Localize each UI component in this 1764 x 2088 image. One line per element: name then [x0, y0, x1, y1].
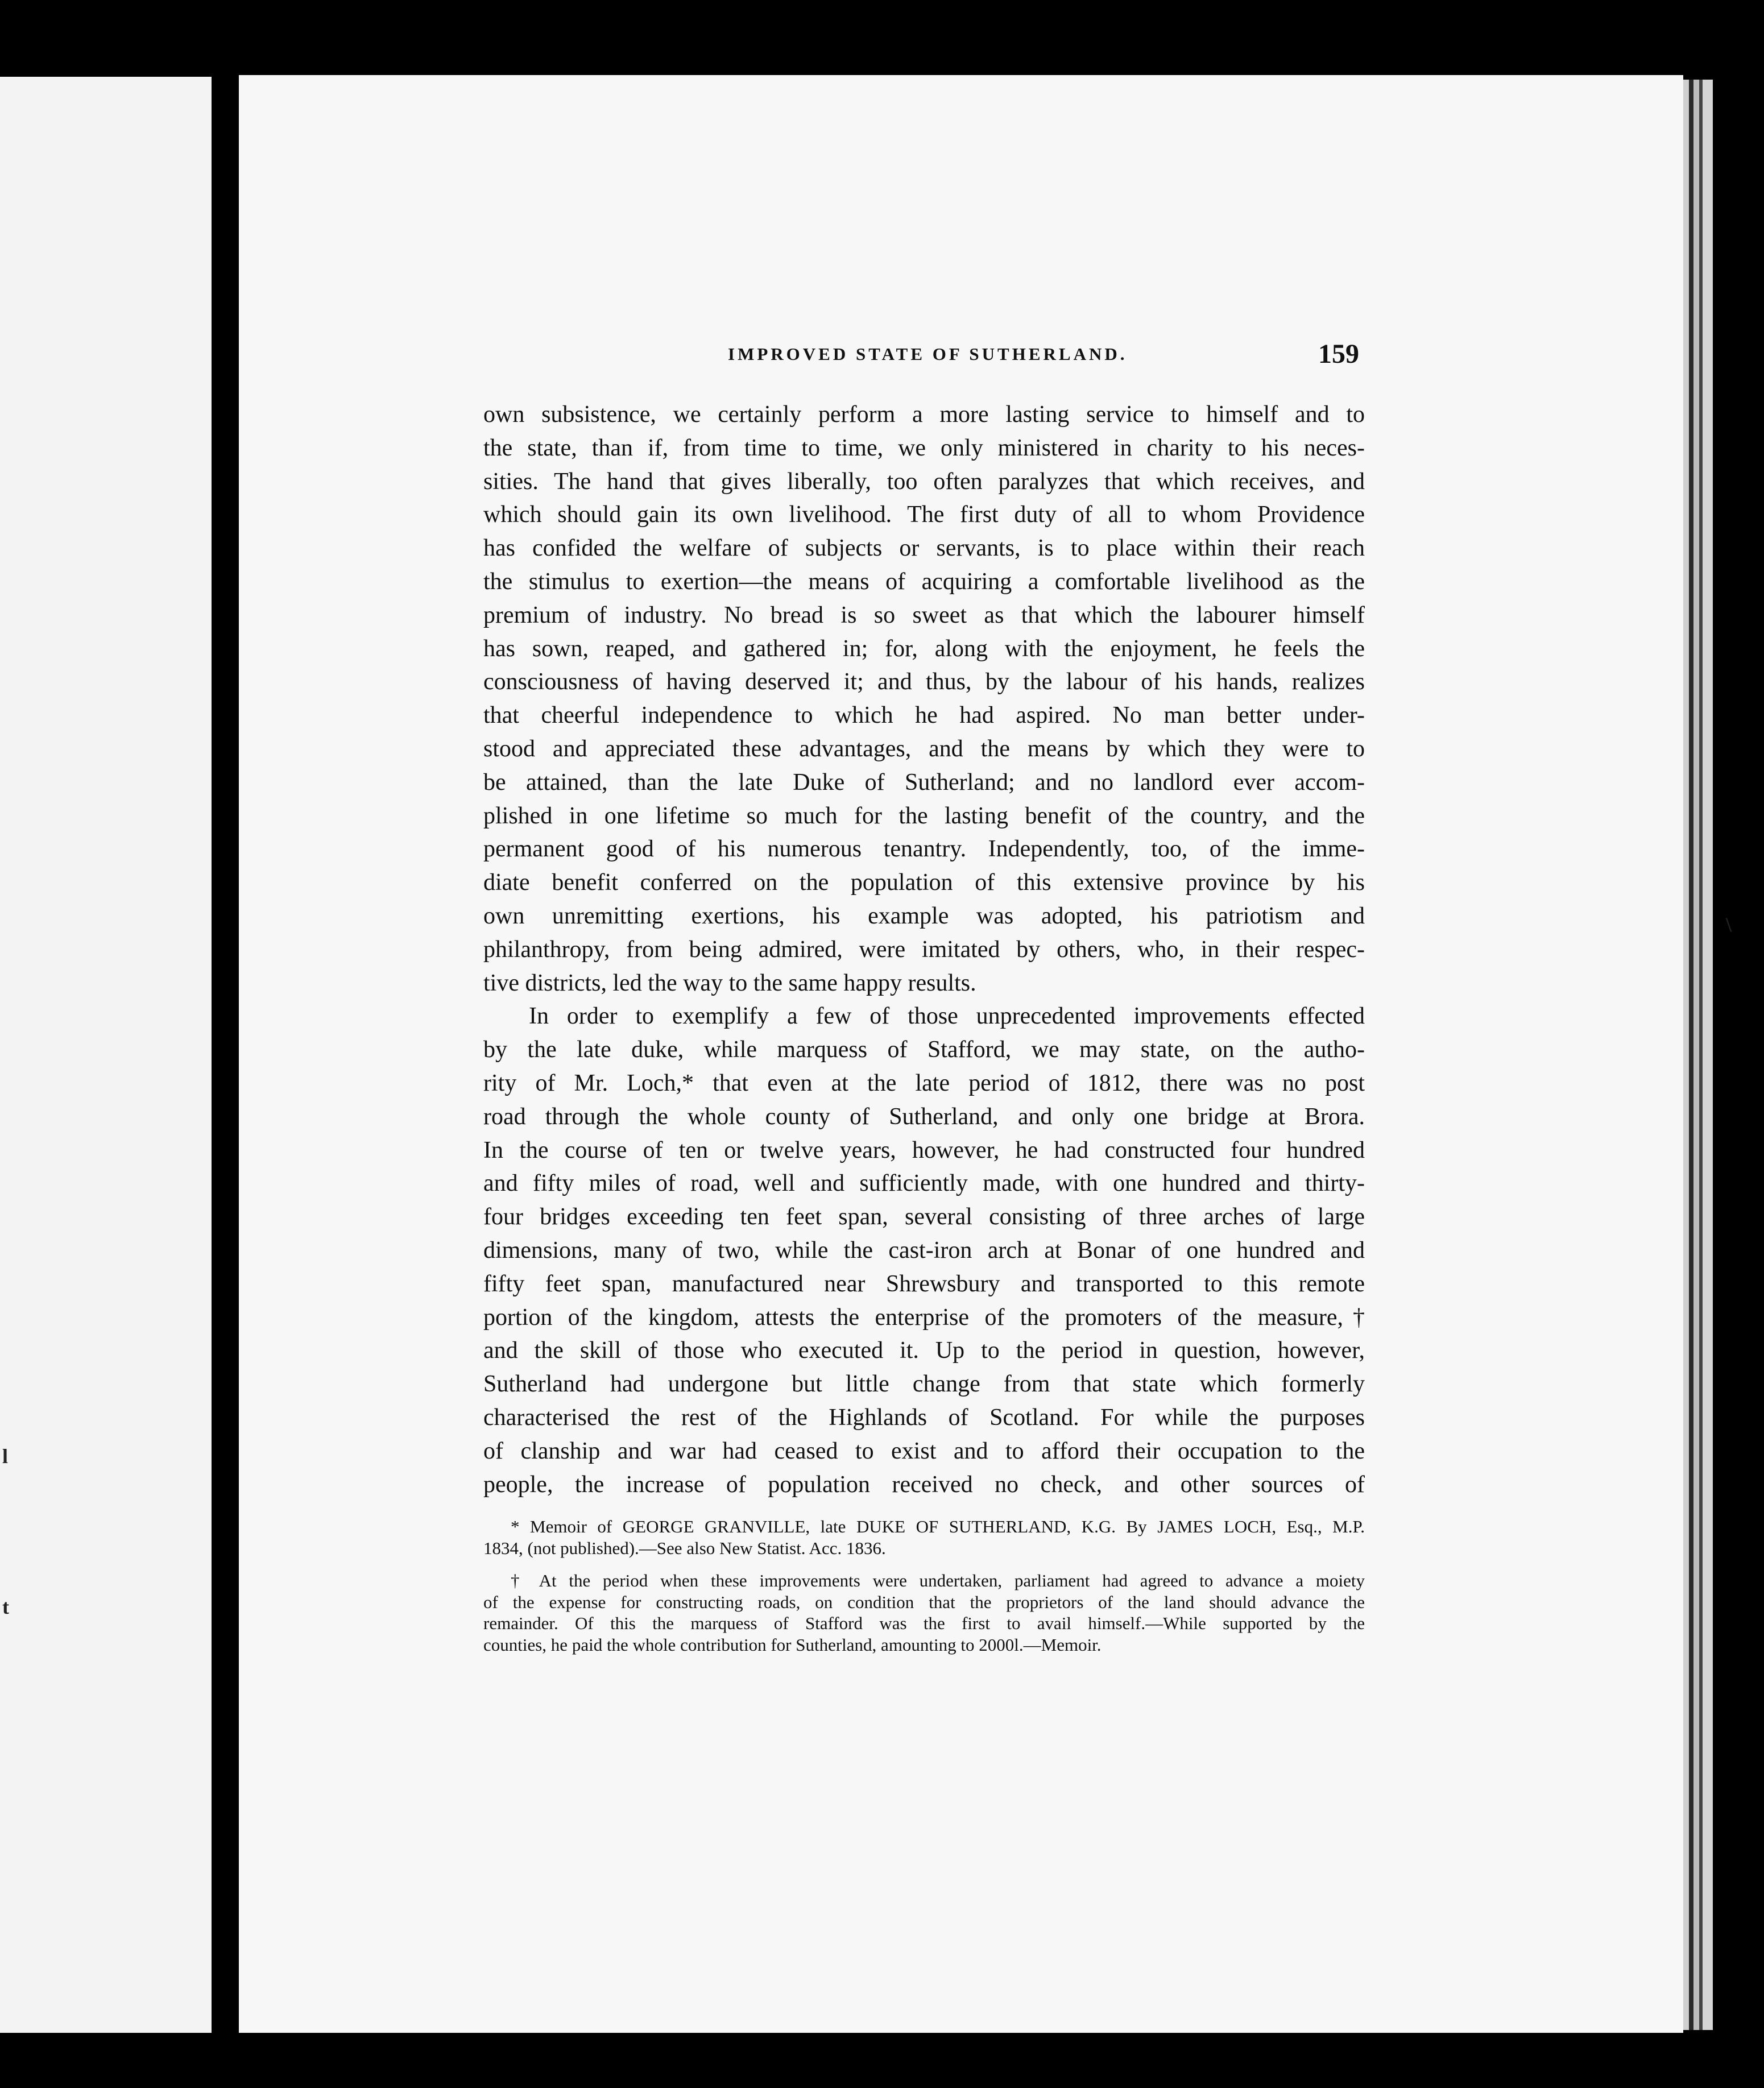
- footnote-line: remainder. Of this the marquess of Stafford was the first to avail himself.—While supported by the: [483, 1613, 1365, 1633]
- text-line: the stimulus to exertion—the means of acquiring a comfortable livelihood as the: [483, 568, 1365, 595]
- page-number: 159: [1318, 339, 1359, 369]
- footnote-line: † At the period when these improvements were undertaken, parliament had agreed to advance a moiety: [511, 1571, 1365, 1590]
- text-line: permanent good of his numerous tenantry. Independently, too, of the imme-: [483, 836, 1365, 863]
- text-line: Sutherland had undergone but little change from that state which formerly: [483, 1371, 1365, 1398]
- text-line: philanthropy, from being admired, were imitated by others, who, in their respec-: [483, 936, 1365, 963]
- text-line: and the skill of those who executed it. Up to the period in question, however,: [483, 1337, 1365, 1364]
- facing-page: [0, 77, 212, 2033]
- running-head: IMPROVED STATE OF SUTHERLAND.: [728, 344, 1128, 364]
- text-line: be attained, than the late Duke of Sutherland; and no landlord ever accom-: [483, 769, 1365, 796]
- text-line: characterised the rest of the Highlands of Scotland. For while the purposes: [483, 1404, 1365, 1431]
- text-line: own subsistence, we certainly perform a more lasting service to himself and to: [483, 401, 1365, 428]
- text-line: four bridges exceeding ten feet span, several consisting of three arches of large: [483, 1204, 1365, 1231]
- text-line: In the course of ten or twelve years, however, he had constructed four hundred: [483, 1137, 1365, 1163]
- text-line: consciousness of having deserved it; and thus, by the labour of his hands, realizes: [483, 669, 1365, 695]
- footnote-line: 1834, (not published).—See also New Statist. Acc. 1836.: [483, 1538, 886, 1558]
- text-line: rity of Mr. Loch,* that even at the late period of 1812, there was no post: [483, 1070, 1365, 1096]
- text-line: and fifty miles of road, well and sufficiently made, with one hundred and thirty-: [483, 1170, 1365, 1197]
- text-line: that cheerful independence to which he had aspired. No man better under-: [483, 702, 1365, 729]
- text-line: In order to exemplify a few of those unprecedented improvements effected: [529, 1003, 1365, 1030]
- text-line: diate benefit conferred on the population of this extensive province by his: [483, 869, 1365, 896]
- margin-mark: \: [1726, 913, 1732, 936]
- text-line: has sown, reaped, and gathered in; for, along with the enjoyment, he feels the: [483, 635, 1365, 662]
- text-line: people, the increase of population received no check, and other sources of: [483, 1471, 1365, 1498]
- text-line: the state, than if, from time to time, we only ministered in charity to his neces-: [483, 434, 1365, 461]
- text-line: has confided the welfare of subjects or servants, is to place within their reach: [483, 535, 1365, 562]
- text-line: sities. The hand that gives liberally, too often paralyzes that which receives, and: [483, 468, 1365, 495]
- text-line: own unremitting exertions, his example was adopted, his patriotism and: [483, 902, 1365, 929]
- text-line: which should gain its own livelihood. The first duty of all to whom Providence: [483, 502, 1365, 528]
- text-line: tive districts, led the way to the same happy results.: [483, 970, 976, 996]
- margin-mark: l: [2, 1445, 9, 1468]
- body-text: [483, 398, 1365, 1501]
- text-line: dimensions, many of two, while the cast-iron arch at Bonar of one hundred and: [483, 1237, 1365, 1263]
- page-stack-edge: [1683, 80, 1713, 2030]
- text-line: plished in one lifetime so much for the lasting benefit of the country, and the: [483, 802, 1365, 829]
- footnotes: [483, 1516, 1365, 1655]
- footnote-line: of the expense for constructing roads, on condition that the proprietors of the land should advance the: [483, 1592, 1365, 1612]
- text-line: of clanship and war had ceased to exist and to afford their occupation to the: [483, 1437, 1365, 1464]
- text-line: portion of the kingdom, attests the enterprise of the promoters of the measure,†: [483, 1304, 1365, 1331]
- margin-mark: t: [2, 1596, 9, 1618]
- text-line: premium of industry. No bread is so sweet as that which the labourer himself: [483, 602, 1365, 628]
- text-line: by the late duke, while marquess of Stafford, we may state, on the autho-: [483, 1037, 1365, 1063]
- footnote-line: * Memoir of GEORGE GRANVILLE, late DUKE OF SUTHERLAND, K.G. By JAMES LOCH, Esq., M.P.: [511, 1517, 1365, 1536]
- text-line: road through the whole county of Sutherland, and only one bridge at Brora.: [483, 1103, 1365, 1130]
- text-line: fifty feet span, manufactured near Shrewsbury and transported to this remote: [483, 1270, 1365, 1297]
- text-line: stood and appreciated these advantages, and the means by which they were to: [483, 735, 1365, 762]
- footnote-line: counties, he paid the whole contribution for Sutherland, amounting to 2000l.—Memoir.: [483, 1634, 1102, 1655]
